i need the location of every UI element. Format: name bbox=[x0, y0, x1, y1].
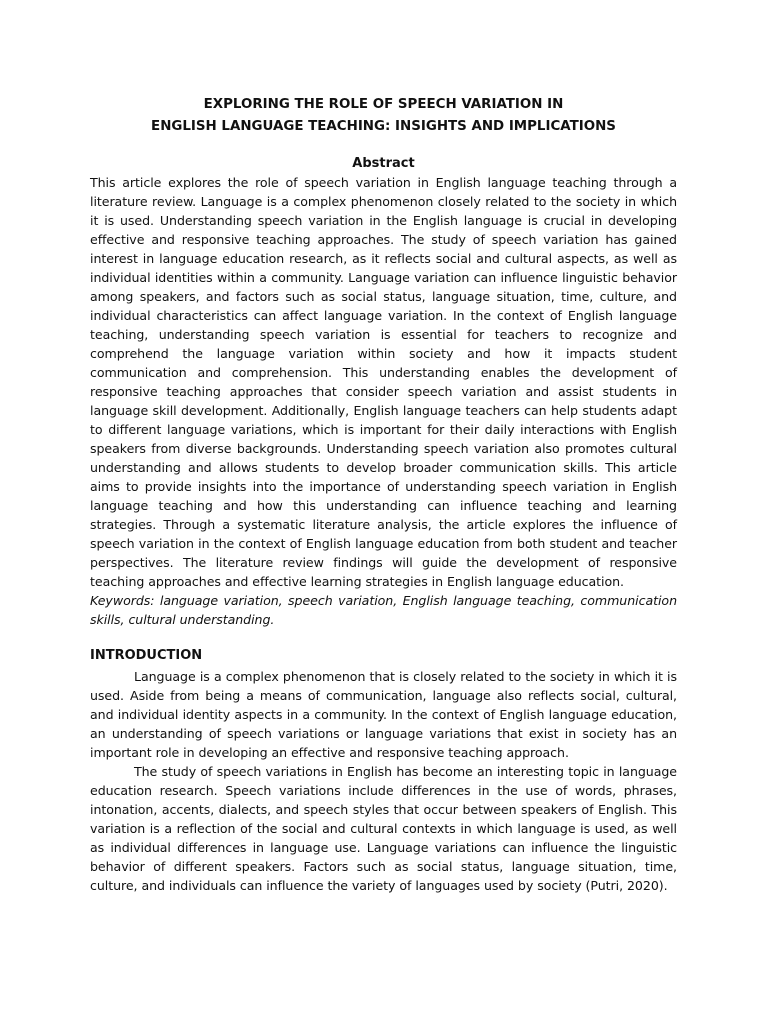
document-page bbox=[90, 94, 677, 895]
introduction-paragraph-1: Language is a complex phenomenon that is closely related to the society in which it is used. Aside from being a means of communication, language also reflects social, cultural, and individual identity aspects in a community. In the context of English language education, an understanding of speech variations or language variations that exist in society has an important role in developing an effective and responsive teaching approach. bbox=[90, 669, 677, 760]
paper-title-line-2: ENGLISH LANGUAGE TEACHING: INSIGHTS AND IMPLICATIONS bbox=[151, 119, 616, 134]
introduction-paragraph-2: The study of speech variations in English has become an interesting topic in language education research. Speech variations include differences in the use of words, phrases, intonation, accents, dialects, and speech styles that occur between speakers of English. This variation is a reflection of the social and cultural contexts in which language is used, as well as individual differences in language use. Language variations can influence the linguistic behavior of different speakers. Factors such as social status, language situation, time, culture, and individuals can influence the variety of languages used by society (Putri, 2020). bbox=[90, 764, 677, 893]
introduction-heading: INTRODUCTION bbox=[90, 648, 203, 663]
abstract-heading: Abstract bbox=[352, 156, 415, 171]
abstract-keywords: Keywords: language variation, speech variation, English language teaching, communication skills, cultural understanding. bbox=[90, 593, 677, 627]
abstract-body: This article explores the role of speech variation in English language teaching through a literature review. Language is a complex phenomenon closely related to the society in which it is used. Understanding speech variation in the English language is crucial in developing effective and responsive teaching approaches. The study of speech variation has gained interest in language education research, as it reflects social and cultural aspects, as well as individual identities within a community. Language variation can influence linguistic behavior among speakers, and factors such as social status, language situation, time, culture, and individual characteristics can affect language variation. In the context of English language teaching, understanding speech variation is essential for teachers to recognize and comprehend the language variation within society and how it impacts student communication and comprehension. This understanding enables the development of responsive teaching approaches that consider speech variation and assist students in language skill development. Additionally, English language teachers can help students adapt to different language variations, which is important for their daily interactions with English speakers from diverse backgrounds. Understanding speech variation also promotes cultural understanding and allows students to develop broader communication skills. This article aims to provide insights into the importance of understanding speech variation in English language teaching and how this understanding can influence teaching and learning strategies. Through a systematic literature analysis, the article explores the influence of speech variation in the context of English language education from both student and teacher perspectives. The literature review findings will guide the development of responsive teaching approaches and effective learning strategies in English language education. bbox=[90, 175, 677, 589]
paper-title bbox=[90, 94, 677, 138]
paper-title-line-1: EXPLORING THE ROLE OF SPEECH VARIATION IN bbox=[203, 97, 564, 112]
